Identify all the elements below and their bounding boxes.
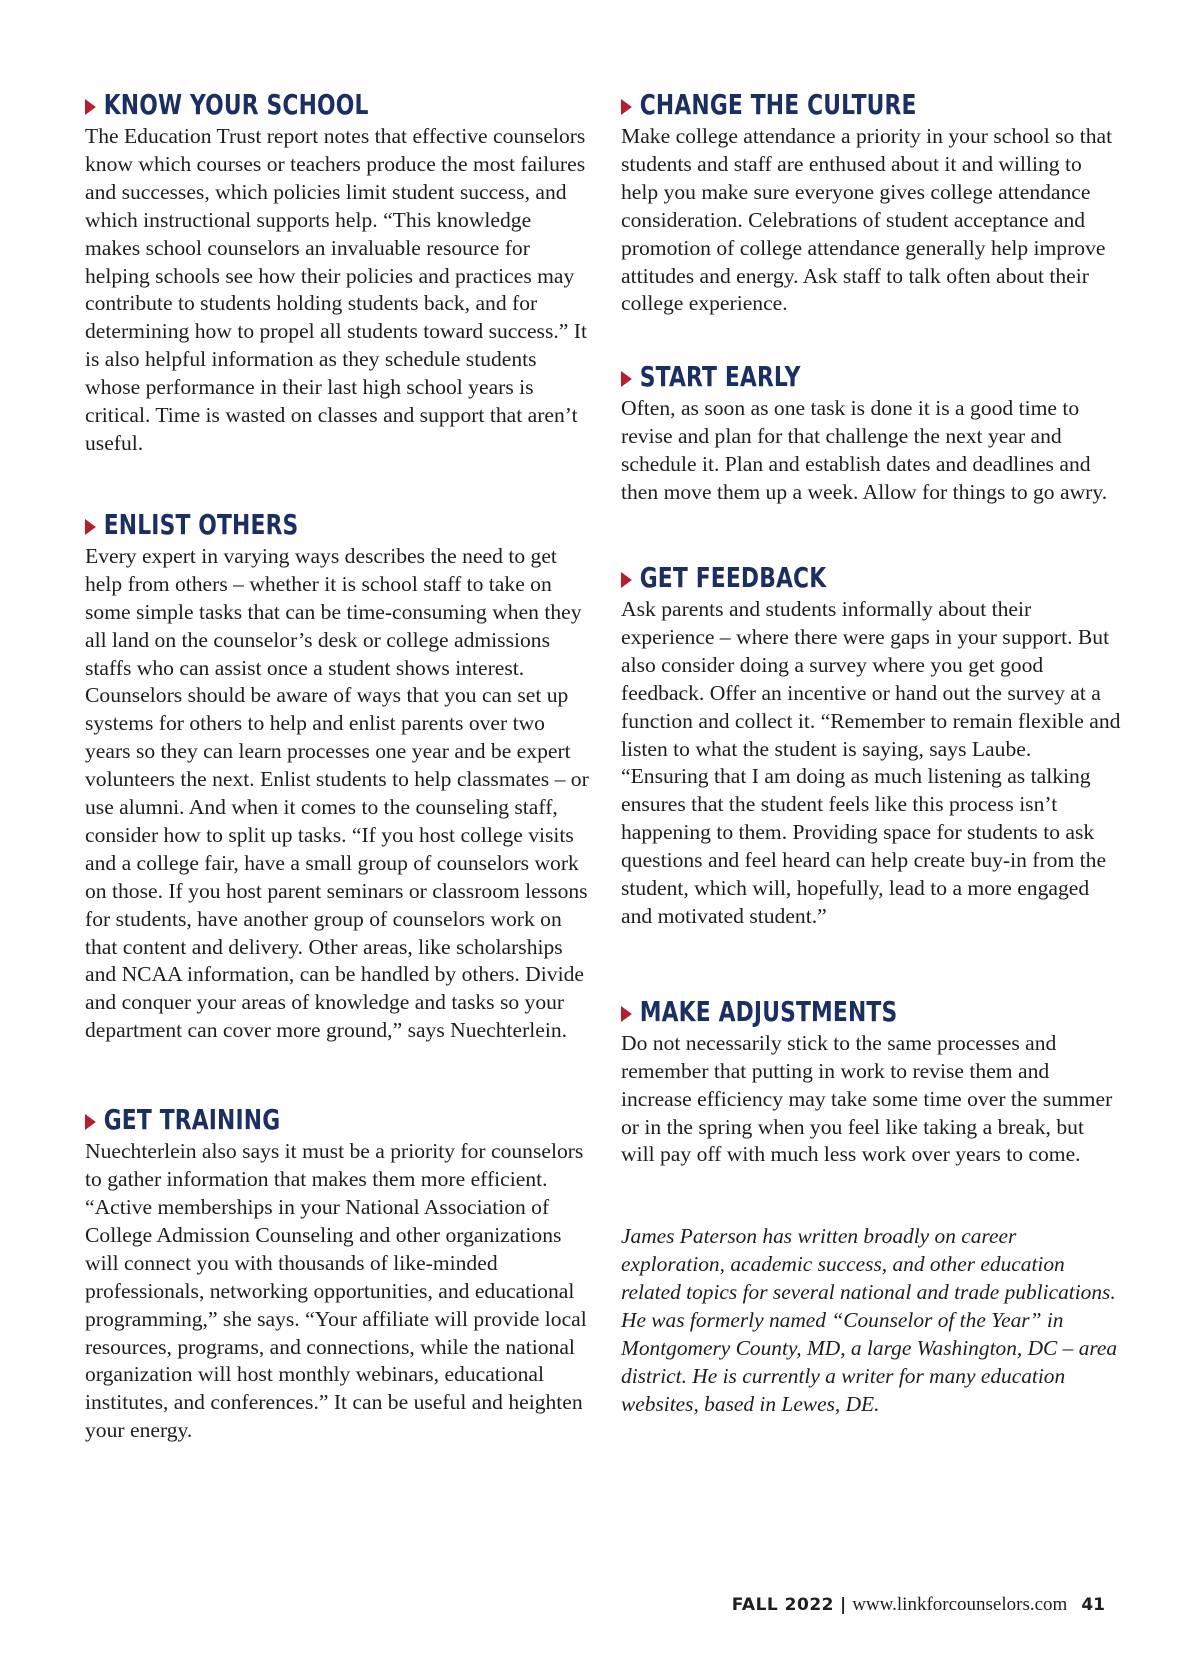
section-body: The Education Trust report notes that effective counselors know which courses or teachers produce the most failures and successes, which policies limit student success, and which instructional supports help. “This knowledge makes school counselors an invaluable resource for helping schools see how their policies and practices may contribute to students holding students back, and for determining how to propel all students toward success.” It is also helpful information as they schedule students whose performance in their last high school years is critical. Time is wasted on classes and support that aren’t useful.: [85, 124, 587, 455]
section-heading: [621, 88, 1011, 122]
section-heading-text: GET FEEDBACK: [639, 560, 827, 594]
section-heading: [85, 88, 479, 122]
section-body: Nuechterlein also says it must be a priority for counselors to gather information that makes them more efficient. “Active memberships in your National Association of College Admission Counseling and other organizations will connect you with thousands of like-minded professionals, networking opportunities, and educational programming,” she says. “Your affiliate will provide local resources, programs, and connections, while the national organization will host monthly webinars, educational institutes, and conferences.” It can be useful and heighten your energy.: [85, 1139, 587, 1443]
section-heading-text: ENLIST OTHERS: [103, 507, 299, 541]
triangle-arrow-icon: [85, 99, 96, 115]
section-enlist-others: [85, 508, 590, 1045]
section-make-adjustments: [621, 995, 1121, 1170]
left-column: [85, 88, 590, 1445]
section-heading-text: GET TRAINING: [103, 1103, 281, 1137]
section-heading: [85, 508, 479, 542]
section-body: Do not necessarily stick to the same processes and remember that putting in work to revise them and increase efficiency may take some time over the summer or in the spring when you feel like taking a break, but will pay off with much less work over years to come.: [621, 1030, 1113, 1167]
section-heading: [85, 1103, 479, 1137]
section-body: Ask parents and students informally about their experience – where there were gaps in your support. But also consider doing a survey where you get good feedback. Offer an incentive or hand out the survey at a function and collect it. “Remember to remain flexible and listen to what the student is saying, says Laube. “Ensuring that I am doing as much listening as talking ensures that the student feels like this process isn’t happening to them. Providing space for students to ask questions and feel heard can help create buy-in from the student, which will, hopefully, lead to a more engaged and motivated student.”: [621, 596, 1121, 928]
section-get-training: [85, 1103, 590, 1445]
footer-issue: FALL 2022: [731, 1595, 834, 1615]
right-column: [621, 88, 1121, 1440]
section-heading: [621, 561, 1011, 595]
section-heading-text: MAKE ADJUSTMENTS: [639, 994, 898, 1028]
page-number: 41: [1081, 1595, 1105, 1615]
triangle-arrow-icon: [621, 99, 632, 115]
section-change-the-culture: [621, 88, 1121, 318]
section-get-feedback: [621, 561, 1121, 931]
triangle-arrow-icon: [85, 1114, 96, 1130]
page-footer: [732, 1594, 1105, 1616]
section-body: Every expert in varying ways describes the need to get help from others – whether it is school staff to take on some simple tasks that can be time-consuming when they all land on the counselor’s desk or college admissions staffs who can assist once a student shows interest. Counselors should be aware of ways that you can set up systems for others to help and enlist parents over two years so they can learn processes one year and be expert volunteers the next. Enlist students to help classmates – or use alumni. And when it comes to the counseling staff, consider how to split up tasks. “If you host college visits and a college fair, have a small group of counselors work on those. If you host parent seminars or classroom lessons for students, have another group of counselors work on that content and delivery. Other areas, like scholarships and NCAA information, can be handled by others. Divide and conquer your areas of knowledge and tasks so your department can cover more ground,” says Nuechterlein.: [85, 543, 589, 1043]
section-body: Often, as soon as one task is done it is a good time to revise and plan for that challenge the next year and schedule it. Plan and establish dates and deadlines and then move them up a week. Allow for things to go awry.: [621, 396, 1108, 505]
section-heading: [621, 995, 1011, 1029]
triangle-arrow-icon: [621, 572, 632, 588]
triangle-arrow-icon: [621, 1006, 632, 1022]
section-heading-text: START EARLY: [639, 360, 801, 394]
footer-separator: |: [839, 1595, 847, 1615]
section-heading-text: CHANGE THE CULTURE: [639, 88, 917, 121]
author-bio: James Paterson has written broadly on career exploration, academic success, and other education related topics for several national and trade publications. He was formerly named “Counselor of the Year” in Montgomery County, MD, a large Washington, DC – area district. He is currently a writer for many education websites, based in Lewes, DE.: [621, 1224, 1118, 1416]
section-know-your-school: [85, 88, 590, 458]
triangle-arrow-icon: [621, 371, 632, 387]
triangle-arrow-icon: [85, 519, 96, 535]
section-start-early: [621, 360, 1121, 507]
section-heading: [621, 360, 1011, 394]
footer-url-link[interactable]: www.linkforcounselors.com: [852, 1594, 1068, 1615]
section-body: Make college attendance a priority in your school so that students and staff are enthused about it and willing to help you make sure everyone gives college attendance consideration. Celebrations of student acceptance and promotion of college attendance generally help improve attitudes and energy. Ask staff to talk often about their college experience.: [621, 124, 1113, 316]
section-heading-text: KNOW YOUR SCHOOL: [103, 88, 369, 121]
